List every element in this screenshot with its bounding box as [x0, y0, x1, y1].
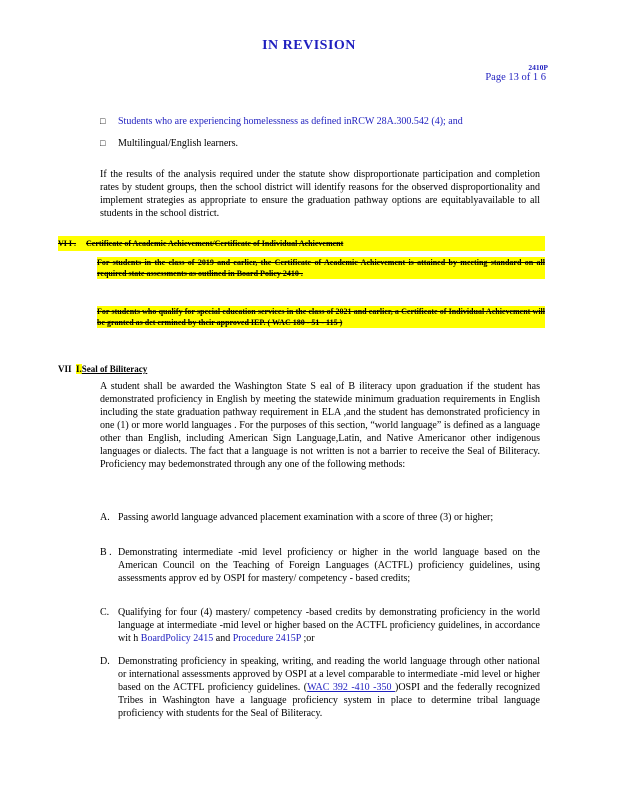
method-text-part: )OSPI and the federally recognized Tribes in Washington have a language proficiency system in place to determine tribal language proficiency with students for the Seal of Biliteracy.: [118, 682, 540, 719]
method-item: [100, 655, 540, 720]
section-vii-title: Seal of Biliteracy: [81, 364, 148, 374]
method-text-part: ;or: [300, 633, 315, 644]
section-vii-heading: [58, 364, 147, 374]
method-text: [118, 655, 540, 720]
list-item: [100, 116, 463, 127]
checkbox-bullet-icon: □: [100, 138, 106, 148]
method-letter: A.: [100, 512, 110, 523]
method-letter: B .: [100, 547, 112, 558]
method-letter: D.: [100, 656, 110, 667]
bullet-text: Students who are experiencing homelessness as defined inRCW 28A.300.542 (4); and: [118, 116, 463, 127]
method-text-part: and: [213, 633, 233, 644]
section-vi-heading: [58, 236, 545, 251]
procedure-link[interactable]: Procedure 2415P: [232, 633, 301, 644]
method-text: [118, 606, 540, 645]
list-item: [100, 138, 238, 149]
wac-link[interactable]: WAC 392 -410 -350: [307, 682, 395, 693]
checkbox-bullet-icon: □: [100, 116, 106, 126]
method-text-part: Qualifying for four (4) mastery/ competency -based credits by demonstrating proficiency in the world language at intermediate -mid level or higher based on the ACTFL proficiency guidelines, in accordance wit h: [118, 607, 540, 644]
section-vi-number: VI I .: [58, 239, 77, 248]
page-title: IN REVISION: [262, 38, 356, 53]
section-vi-paragraph-2: For students who qualify for special education services in the class of 2021 and earlier, a Certificate of Individual Achievement will be granted as det ermined by their approved IEP. ( WAC 180 - 51 - 115 ): [97, 307, 545, 327]
seal-paragraph: A student shall be awarded the Washington State S eal of B iliteracy upon graduation if the student has demonstrated proficiency in English by meeting the statewide minimum graduation requirements in English including the state graduation pathway requirement in ELA ,and the student has demonstrated proficiency in one (1) or more world languages . For the purposes of this section, “world language” is defined as a language other than English, including American Sign Language,Latin, and Native Americanor other indigenous languages or dialects. The fact that a language is not written is not a barrier to receive the Seal of Biliteracy. Proficiency may bedemonstrated through any one of the following methods:: [100, 381, 540, 470]
method-item: [100, 546, 540, 585]
bullet-text: Multilingual/English learners.: [118, 138, 238, 149]
method-text: Passing aworld language advanced placement examination with a score of three (3) or higher;: [118, 512, 494, 523]
method-item: [100, 511, 540, 524]
section-vii-marker: I.: [76, 364, 82, 374]
page-number: Page 13 of 1 6: [485, 72, 546, 83]
section-vi-title: Certificate of Academic Achievement/Certificate of Individual Achievement: [86, 239, 344, 248]
policy-code: 2410P: [528, 63, 548, 72]
method-item: [100, 606, 540, 645]
method-letter: C.: [100, 607, 110, 618]
section-vii-number: VII: [58, 364, 72, 374]
method-text-part: Demonstrating proficiency in speaking, writing, and reading the world language through other national or international assessments approved by OSPI at a level comparable to intermediate -mid level or higher based on the ACTFL proficiency guidelines. (: [118, 656, 540, 693]
section-vi-paragraph-1: For students in the class of 2019 and earlier, the Certificate of Academic Achievement is attained by meeting standard on all required state assessments as outlined in Board Policy 2410 .: [97, 258, 545, 278]
method-text: Demonstrating intermediate -mid level proficiency or higher in the world language based on the American Council on the Teaching of Foreign Languages (ACTFL) proficiency guidelines, using assessments approv ed by OSPI for mastery/ competency - based credits;: [118, 547, 540, 584]
intro-paragraph: If the results of the analysis required under the statute show disproportionate participation and completion rates by student groups, then the school district will identify reasons for the observed disproportionality and implement strategies as appropriate to ensure the graduation pathway options are equitablyavailable to all students in the school district.: [100, 169, 540, 219]
board-policy-link[interactable]: BoardPolicy 2415: [140, 633, 214, 644]
